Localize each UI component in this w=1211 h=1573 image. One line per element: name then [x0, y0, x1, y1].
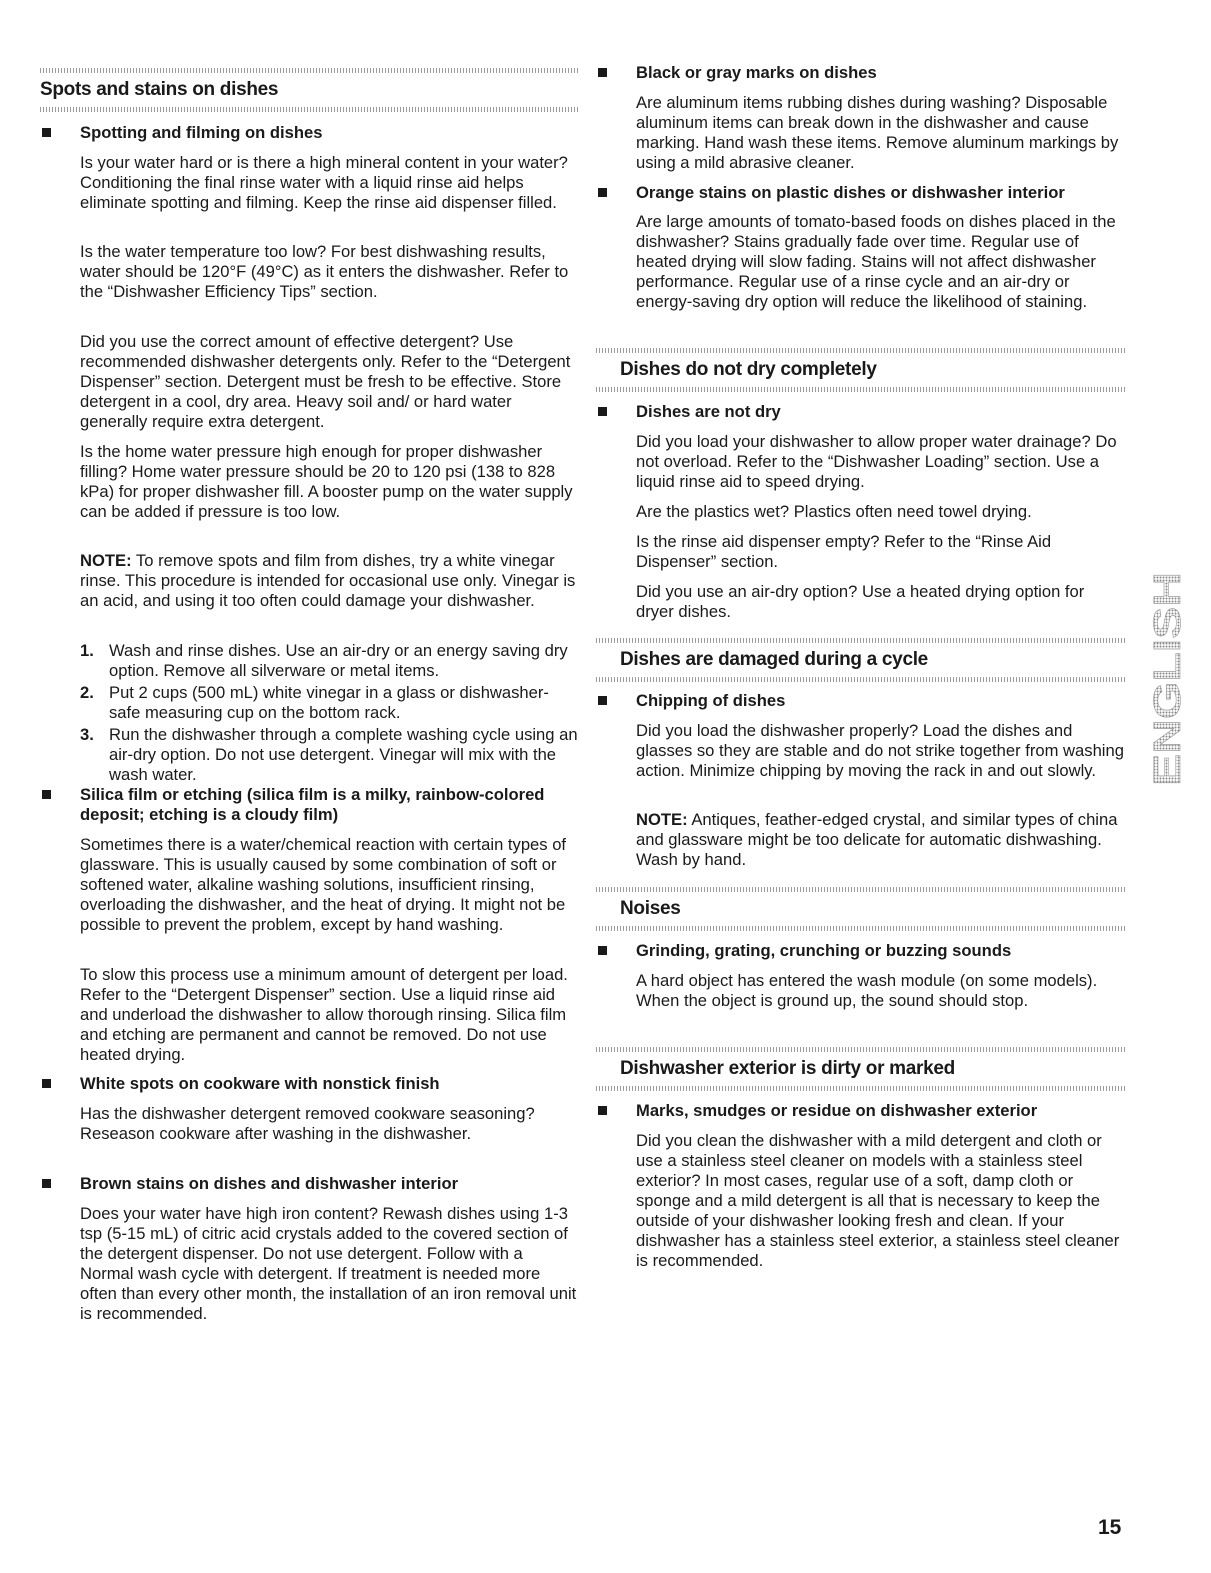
paragraph: Has the dishwasher detergent removed cookware seasoning? Reseason cookware after washing in the dishwasher.	[80, 1104, 535, 1143]
page-number: 15	[1098, 1516, 1122, 1539]
step-text: Run the dishwasher through a complete washing cycle using an air-dry option. Do not use detergent. Vinegar will mix with the wash water.	[109, 725, 578, 784]
paragraph: Is the rinse aid dispenser empty? Refer to the “Rinse Aid Dispenser” section.	[636, 532, 1052, 571]
paragraph: Did you load the dishwasher properly? Load the dishes and glasses so they are stable and do not strike together from washing action. Minimize chipping by moving the rack in and out slowly.	[636, 721, 1124, 780]
numbered-step	[80, 641, 578, 681]
section-rule	[596, 926, 1126, 931]
step-text: Wash and rinse dishes. Use an air-dry or an energy saving dry option. Remove all silverware or metal items.	[109, 641, 568, 680]
paragraph: Did you use an air-dry option? Use a heated drying option for dryer dishes.	[636, 582, 1085, 621]
item-heading-chipping: Chipping of dishes	[596, 691, 1126, 711]
item-heading-silica: Silica film or etching (silica film is a milky, rainbow-colored deposit; etching is a cloudy film)	[40, 785, 578, 825]
square-bullet-icon	[598, 696, 607, 705]
paragraph: Does your water have high iron content? Rewash dishes using 1-3 tsp (5-15 mL) of citric acid crystals added to the covered section of the detergent dispenser. Do not use detergent. Follow with a Normal wash cycle with detergent. If treatment is needed more often than every other month, the installation of an iron removal unit is recommended.	[80, 1204, 577, 1323]
square-bullet-icon	[42, 1079, 51, 1088]
language-side-tab	[1150, 568, 1188, 788]
section-title: Dishes are damaged during a cycle	[620, 649, 928, 670]
paragraph: Are large amounts of tomato-based foods on dishes placed in the dishwasher? Stains gradually fade over time. Regular use of heated drying will slow fading. Stains will not affect dishwasher performance. Regular use of a rinse cycle and an air-dry or energy-saving dry option will reduce the likelihood of staining.	[636, 212, 1116, 311]
section-rule	[596, 387, 1126, 392]
section-rule	[596, 1086, 1126, 1091]
paragraph: Are aluminum items rubbing dishes during washing? Disposable aluminum items can break down in the dishwasher and cause marking. Hand wash these items. Remove aluminum markings by using a mild abrasive cleaner.	[636, 93, 1119, 172]
paragraph: Did you use the correct amount of effective detergent? Use recommended dishwasher detergents only. Refer to the “Detergent Dispenser” section. Detergent must be fresh to be effective. Store detergent in a cool, dry area. Heavy soil and/ or hard water generally require extra detergent.	[80, 332, 571, 431]
paragraph: Sometimes there is a water/chemical reaction with certain types of glassware. This is usually caused by some combination of soft or softened water, alkaline washing solutions, insufficient rinsing, overloading the dishwasher, and the heat of drying. It might not be possible to prevent the problem, except by hand washing.	[80, 835, 567, 934]
section-title: Noises	[620, 898, 681, 919]
step-number: 1.	[80, 641, 94, 660]
section-header-damaged	[596, 638, 1126, 682]
item-heading-black-marks: Black or gray marks on dishes	[596, 63, 1126, 83]
side-tab-graphic	[1150, 568, 1188, 788]
section-title: Dishwasher exterior is dirty or marked	[620, 1058, 955, 1079]
paragraph: Are the plastics wet? Plastics often need towel drying.	[636, 502, 1032, 521]
paragraph: Did you load your dishwasher to allow proper water drainage? Do not overload. Refer to the “Dishwasher Loading” section. Use a liquid rinse aid to speed drying.	[636, 432, 1117, 491]
item-heading-spotting: Spotting and filming on dishes	[40, 123, 578, 143]
item-heading-not-dry: Dishes are not dry	[596, 402, 1126, 422]
item-heading-orange-stains: Orange stains on plastic dishes or dishwasher interior	[596, 183, 1126, 203]
item-heading-grinding: Grinding, grating, crunching or buzzing sounds	[596, 941, 1126, 961]
step-text: Put 2 cups (500 mL) white vinegar in a glass or dishwasher-safe measuring cup on the bottom rack.	[109, 683, 549, 722]
square-bullet-icon	[598, 68, 607, 77]
note-paragraph	[80, 551, 578, 611]
step-number: 3.	[80, 725, 94, 744]
paragraph: Did you clean the dishwasher with a mild detergent and cloth or use a stainless steel cleaner on models with a stainless steel exterior? In most cases, regular use of a soft, damp cloth or sponge and a mild detergent is all that is necessary to keep the outside of your dishwasher looking fresh and clean. If your dishwasher has a stainless steel exterior, a stainless steel cleaner is recommended.	[636, 1131, 1120, 1270]
section-title: Dishes do not dry completely	[620, 359, 877, 380]
item-heading-marks: Marks, smudges or residue on dishwasher exterior	[596, 1101, 1126, 1121]
paragraph: Is your water hard or is there a high mineral content in your water? Conditioning the final rinse water with a liquid rinse aid helps eliminate spotting and filming. Keep the rinse aid dispenser filled.	[80, 153, 568, 212]
square-bullet-icon	[42, 1179, 51, 1188]
step-number: 2.	[80, 683, 94, 702]
numbered-step	[80, 683, 578, 723]
note-paragraph	[636, 810, 1126, 870]
side-tab-text: ENGLISH	[1150, 617, 1188, 786]
section-rule	[596, 887, 1126, 892]
numbered-step	[80, 725, 578, 785]
paragraph: A hard object has entered the wash module (on some models). When the object is ground up, the sound should stop.	[636, 971, 1098, 1010]
section-header-dry	[596, 348, 1126, 392]
square-bullet-icon	[42, 790, 51, 799]
section-title: Spots and stains on dishes	[40, 79, 279, 100]
section-header-noises	[596, 887, 1126, 931]
note-label: NOTE:	[80, 551, 132, 570]
section-rule	[40, 107, 578, 112]
square-bullet-icon	[598, 188, 607, 197]
note-text: Antiques, feather-edged crystal, and similar types of china and glassware might be too delicate for automatic dishwashing. Wash by hand.	[636, 810, 1118, 869]
section-rule	[596, 638, 1126, 643]
note-text: To remove spots and film from dishes, try a white vinegar rinse. This procedure is intended for occasional use only. Vinegar is an acid, and using it too often could damage your dishwasher.	[80, 551, 576, 610]
paragraph: Is the water temperature too low? For best dishwashing results, water should be 120°F (49°C) as it enters the dishwasher. Refer to the “Dishwasher Efficiency Tips” section.	[80, 242, 569, 301]
square-bullet-icon	[598, 1106, 607, 1115]
square-bullet-icon	[598, 946, 607, 955]
section-rule	[596, 348, 1126, 353]
section-rule	[596, 677, 1126, 682]
section-rule	[596, 1047, 1126, 1052]
section-rule	[40, 68, 578, 73]
item-heading-white-spots: White spots on cookware with nonstick finish	[40, 1074, 578, 1094]
square-bullet-icon	[598, 407, 607, 416]
note-label: NOTE:	[636, 810, 688, 829]
section-header-spots	[40, 68, 578, 112]
paragraph: Is the home water pressure high enough for proper dishwasher filling? Home water pressure should be 20 to 120 psi (138 to 828 kPa) for proper dishwasher fill. A booster pump on the water supply can be added if pressure is too low.	[80, 442, 573, 521]
paragraph: To slow this process use a minimum amount of detergent per load. Refer to the “Detergent Dispenser” section. Use a liquid rinse aid and underload the dishwasher to allow thorough rinsing. Silica film and etching are permanent and cannot be removed. Do not use heated drying.	[80, 965, 568, 1064]
square-bullet-icon	[42, 128, 51, 137]
item-heading-brown-stains: Brown stains on dishes and dishwasher interior	[40, 1174, 578, 1194]
section-header-exterior	[596, 1047, 1126, 1091]
